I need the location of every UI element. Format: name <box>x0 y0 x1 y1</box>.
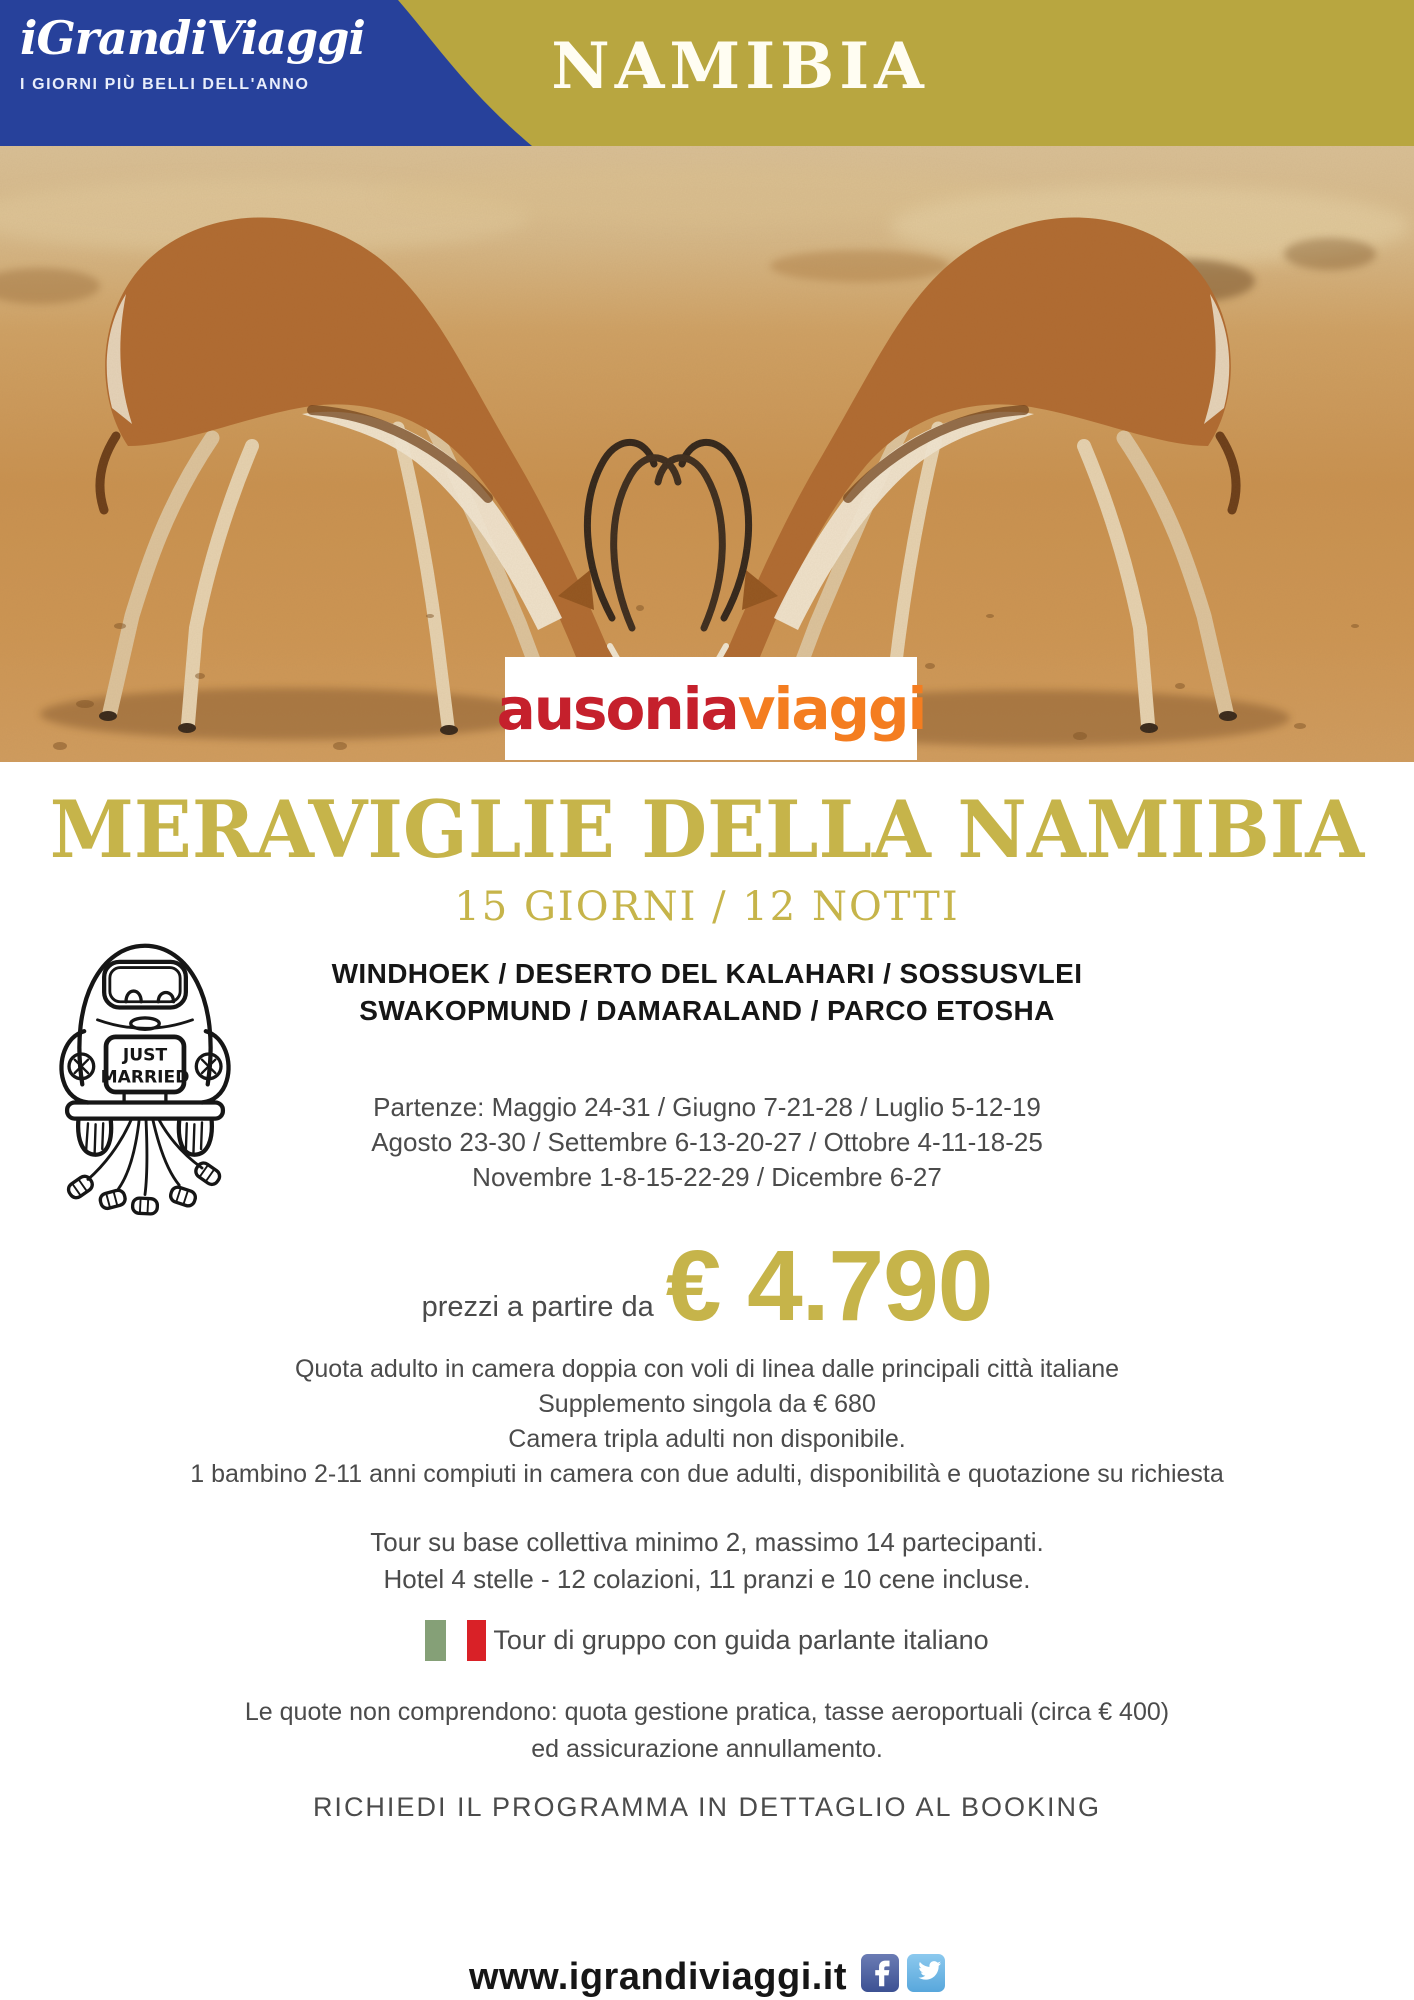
agency-logo-text <box>496 674 926 743</box>
twitter-icon[interactable] <box>907 1954 945 1992</box>
price-note-3: Camera tripla adulti non disponibile. <box>508 1425 906 1453</box>
website-link[interactable]: www.igrandiviaggi.it <box>468 1956 848 1998</box>
guide-label: Tour di gruppo con guida parlante italiano <box>493 1625 989 1655</box>
social-icons <box>861 1954 945 1992</box>
flag-white-stripe <box>446 1620 467 1661</box>
tour-info <box>0 1524 1414 1598</box>
price-note-4: 1 bambino 2-11 anni compiuti in camera con due adulti, disponibilità e quotazione su richiesta <box>190 1460 1224 1488</box>
itinerary-line1: WINDHOEK / DESERTO DEL KALAHARI / SOSSUSVLEI <box>331 958 1083 989</box>
departures-line3: Novembre 1-8-15-22-29 / Dicembre 6-27 <box>472 1162 942 1192</box>
plate-text-top: JUST <box>122 1045 168 1066</box>
itinerary-line2: SWAKOPMUND / DAMARALAND / PARCO ETOSHA <box>359 995 1055 1026</box>
price-note-1: Quota adulto in camera doppia con voli di linea dalle principali città italiane <box>294 1355 1120 1383</box>
cta-text: RICHIEDI IL PROGRAMMA IN DETTAGLIO AL BOOKING <box>312 1792 1102 1822</box>
departures-line2: Agosto 23-30 / Settembre 6-13-20-27 / Ottobre 4-11-18-25 <box>371 1127 1043 1157</box>
price-notes <box>0 1352 1414 1492</box>
price-prefix: prezzi a partire da <box>421 1291 654 1323</box>
page-title: MERAVIGLIE DELLA NAMIBIA <box>49 783 1365 876</box>
agency-logo <box>496 657 926 760</box>
footer <box>0 1956 1414 1999</box>
exclusions-line2: ed assicurazione annullamento. <box>531 1735 883 1763</box>
destination-title: NAMIBIA <box>551 29 929 104</box>
plate-text-bottom: MARRIED <box>100 1067 190 1088</box>
flag-green-stripe <box>425 1620 446 1661</box>
page-subtitle: 15 GIORNI / 12 NOTTI <box>454 884 960 930</box>
price-row <box>0 1230 1414 1342</box>
itinerary <box>0 955 1414 1029</box>
departures-line1: Partenze: Maggio 24-31 / Giugno 7-21-28 / Luglio 5-12-19 <box>373 1092 1041 1122</box>
brand-logo-text: iGrandiViaggi <box>20 11 365 65</box>
brand-logo <box>20 6 365 94</box>
tour-info-line1: Tour su base collettiva minimo 2, massimo 14 partecipanti. <box>370 1527 1044 1557</box>
exclusions-line1: Le quote non comprendono: quota gestione pratica, tasse aeroportuali (circa € 400) <box>244 1698 1170 1726</box>
facebook-icon[interactable] <box>861 1954 899 1992</box>
exclusions <box>0 1694 1414 1768</box>
guide-row <box>0 1620 1414 1661</box>
departure-dates <box>0 1090 1414 1195</box>
header-banner <box>0 0 1414 146</box>
flag-red-stripe <box>467 1620 486 1661</box>
agency-logo-part1: ausonia <box>496 674 738 743</box>
price-note-2: Supplemento singola da € 680 <box>538 1390 876 1418</box>
italy-flag-icon <box>425 1620 486 1661</box>
tour-info-line2: Hotel 4 stelle - 12 colazioni, 11 pranzi e 10 cene incluse. <box>383 1564 1031 1594</box>
brand-tagline: I GIORNI PIÙ BELLI DELL'ANNO <box>20 76 310 93</box>
price-value: € 4.790 <box>665 1230 993 1342</box>
agency-logo-part2: viaggi <box>737 674 926 743</box>
